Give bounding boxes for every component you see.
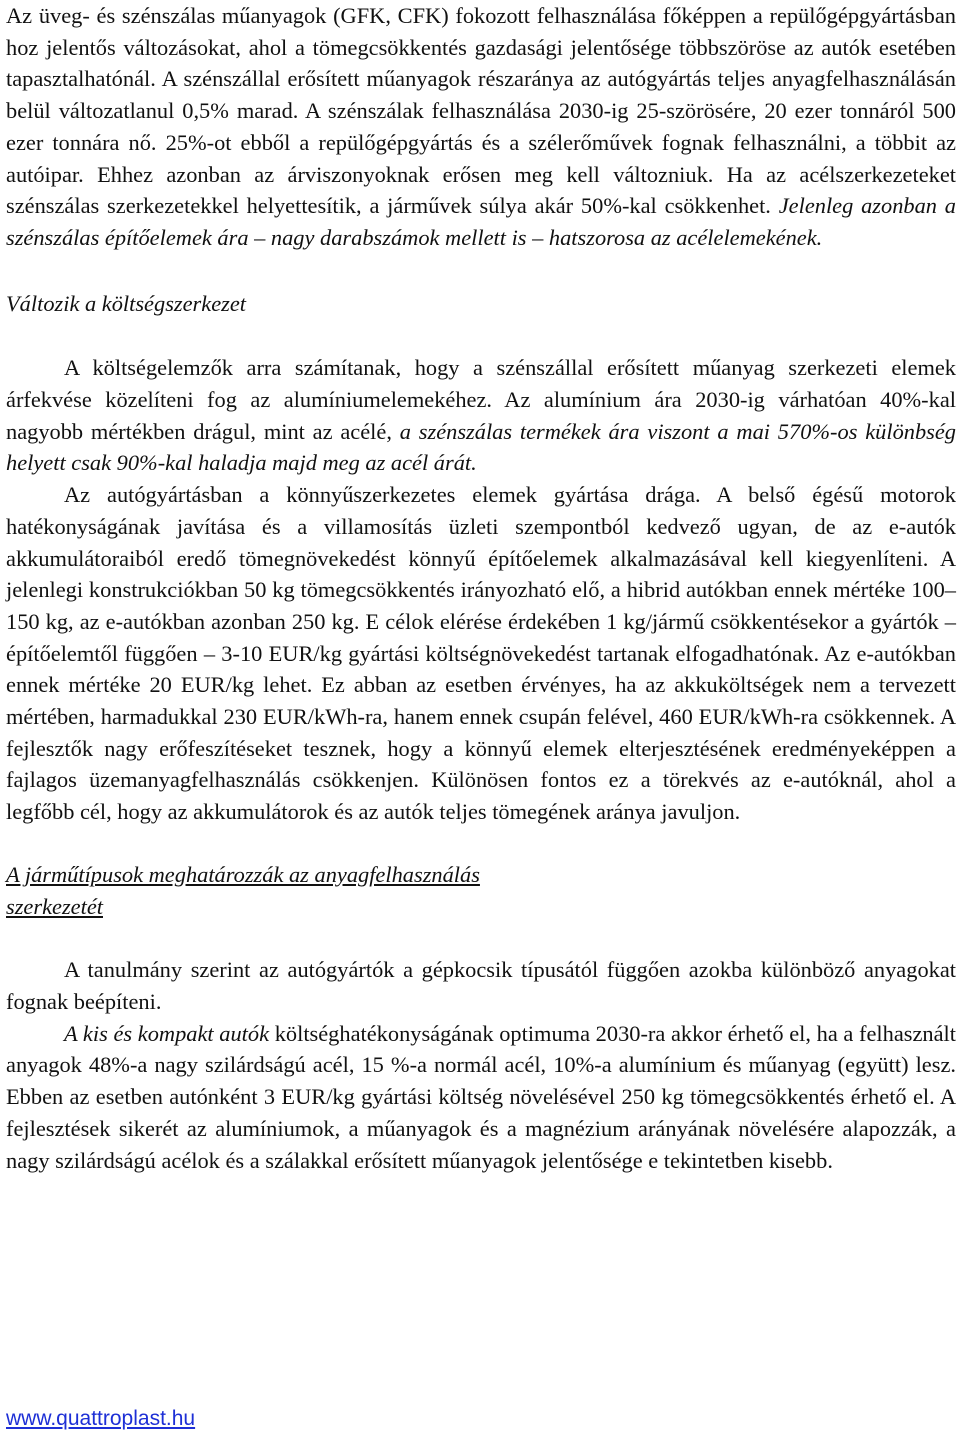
document-page (6, 0, 956, 1176)
section-heading-vehicle-types (6, 859, 956, 922)
vehicle-paragraph-1: A tanulmány szerint az autógyártók a gépkocsik típusától függően azokba különböző anyagokat fognak beépíteni. (6, 957, 956, 1014)
vehicle-paragraph-2-text: költséghatékonyságának optimuma 2030-ra akkor érhető el, ha a felhasznált anyagok 48%-a nagy szilárdságú acél, 15 %-a normál acél, 10%-a alumínium és műanyag (együtt) lesz. Ebben az esetben autónként 3 EUR/kg gyártási költség növelésével 250 kg tömegcsökkentés érhető el. A fejlesztések sikerét az alumíniumok, a műanyagok és a magnézium arányának növelésére alapozzák, a nagy szilárdságú acélok és a szálakkal erősített műanyagok jelentősége e tekintetben kisebb. (6, 1020, 956, 1173)
intro-italic-text: Jelenleg azonban a szénszálas építőelemek ára – nagy darabszámok mellett is – hatszorosa az acélelemekének. (6, 193, 956, 250)
cost-paragraph-2: Az autógyártásban a könnyűszerkezetes elemek gyártása drága. A belső égésű motorok hatékonyságának javítása és a villamosítás üzleti szempontból kedvező ugyan, de az e-autók akkumulátoraiból eredő tömegnövekedést könnyű építőelemek alkalmazásával kell kiegyenlíteni. A jelenlegi konstrukciókban 50 kg tömegcsökkentés irányozható elő, a hibrid autókban ennek mértéke 100–150 kg, az e-autókban azonban 250 kg. E célok elérése érdekében 1 kg/jármű csökkentésekor a gyártók – építőelemtől függően – 3-10 EUR/kg gyártási költségnövekedést tartanak elfogadhatónak. Az e-autókban ennek mértéke 20 EUR/kg lehet. Ez abban az esetben érvényes, ha az akkuköltségek nem a tervezett mértében, harmadukkal 230 EUR/kWh-ra, hanem ennek csupán felével, 460 EUR/kWh-ra csökkennek. A fejlesztők nagy erőfeszítéseket tesznek, hogy a könnyű elemek elterjesztésének eredményeképpen a fajlagos üzemanyagfelhasználás csökkenjen. Különösen fontos ez a törekvés az e-autóknál, ahol a legfőbb cél, hogy az akkumulátorok és az autók teljes tömegének aránya javuljon. (6, 482, 956, 825)
cost-paragraph-1 (6, 352, 956, 479)
vehicle-paragraph-2 (6, 1018, 956, 1177)
section-heading-cost-structure: Változik a költségszerkezet (6, 290, 247, 316)
heading-line-1: A járműtípusok meghatározzák az anyagfelhasználás (6, 861, 480, 887)
vehicle-paragraph-2-italic: A kis és kompakt autók (64, 1020, 270, 1046)
intro-paragraph (6, 0, 956, 254)
heading-line-2: szerkezetét (6, 893, 103, 919)
footer-website-link[interactable]: www.quattroplast.hu (6, 1407, 196, 1430)
intro-text-2: A szénszállal erősített műanyagok részaránya az autógyártás teljes anyagfelhasználásán belül változatlanul 0,5% marad. A szénszálak felhasználása 2030-ig 25-szörösére, 20 ezer tonnáról 500 ezer tonnára nő. 25%-ot ebből a repülőgépgyártás és a szélerőművek fognak felhasználni, a többit az autóipar. Ehhez azonban az árviszonyoknak erősen meg kell változniuk. Ha az acélszerkezeteket szénszálas szerkezetekkel helyettesítik, a járművek súlya akár 50%-kal csökkenhet. (6, 66, 956, 219)
cost-paragraph-1-text: A költségelemzők arra számítanak, hogy a szénszállal erősített műanyag szerkezeti elemek árfekvése közelíteni fog az alumíniumelemekéhez. Az alumínium ára 2030-ig várhatóan 40%-kal nagyobb mértékben drágul, mint az acélé, (6, 355, 956, 444)
intro-text-1: Az üveg- és szénszálas műanyagok (GFK, CFK) fokozott felhasználása főképpen a repülőgépgyártásban hoz jelentős változásokat, ahol a tömegcsökkentés gazdasági jelentősége többszöröse az autók esetében tapasztalhatónál. (6, 3, 956, 92)
cost-paragraph-1-italic: a szénszálas termékek ára viszont a mai 570%-os különbség helyett csak 90%-kal haladja majd meg az acél árát. (6, 418, 957, 476)
